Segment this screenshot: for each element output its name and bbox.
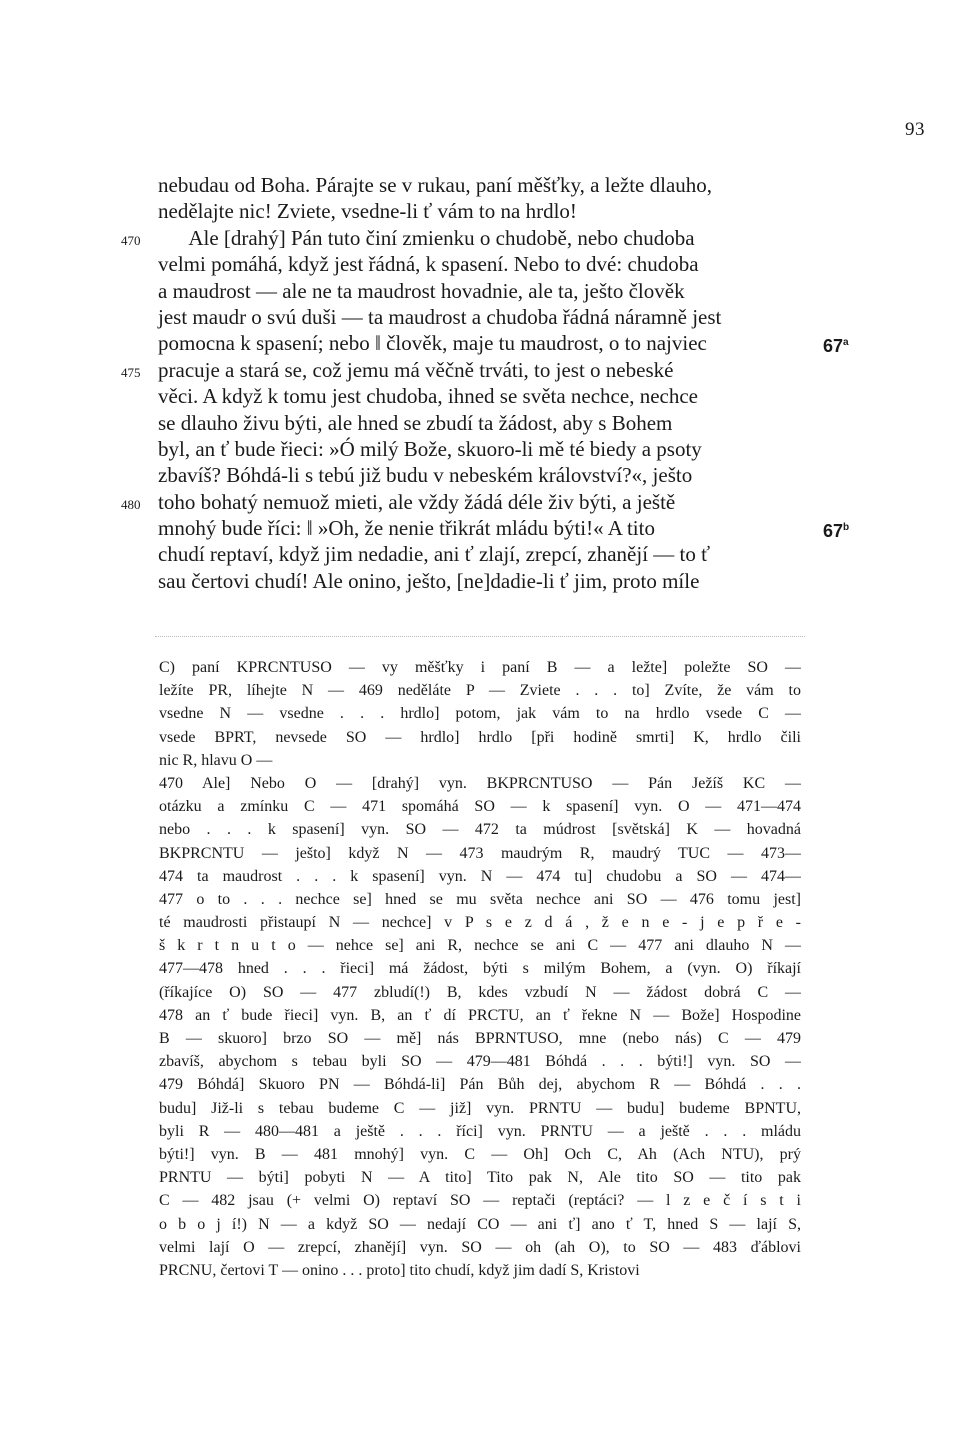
apparatus-line: PRNTU — býti] pobyti N — A tito] Tito pak N, Ale tito SO — tito pak — [159, 1169, 801, 1187]
page-number: 93 — [905, 119, 925, 140]
apparatus-line: 474 ta maudrost . . . k spasení] vyn. N — 474 tu] chudobu a SO — 474— — [159, 867, 801, 885]
line-text: nebudau od Boha. Párajte se v rukau, paní měšťky, a ležte dlauho, — [158, 173, 713, 197]
apparatus-line: š k r t n u t o — nehce se] ani R, nechce se ani C — 477 ani dlauho N — — [159, 937, 801, 955]
apparatus-line: velmi lají O — zrepcí, zhanějí] vyn. SO — oh (ah O), to SO — 483 ďáblovi — [159, 1238, 801, 1256]
folio-mark: 67$^b$ — [823, 521, 850, 542]
line-text: Ale [drahý] Pán tuto činí zmienku o chudobě, nebo chudoba — [158, 225, 695, 250]
apparatus-line: BKPRCNTU — ješto] když N — 473 maudrým R, maudrý TUC — 473— — [159, 844, 801, 862]
line-text: byl, an ť bude řieci: »Ó milý Bože, skuoro-li mě té biedy a psoty — [158, 436, 702, 461]
apparatus-line: zbavíš, abychom s tebau byli SO — 479—481 Bóhdá . . . býti!] vyn. SO — — [159, 1053, 801, 1071]
apparatus-line: vsede BPRT, nevsede SO — hrdlo] hrdlo [při hodině smrti] K, hrdlo čili — [159, 728, 801, 746]
line-number: 480 — [121, 496, 141, 512]
text-line — [121, 357, 808, 383]
apparatus-line: PRCNU, čertovi T — onino . . . proto] tito chudí, když jim dadí S, Kristovi — [159, 1261, 640, 1279]
line-text: sau čertovi chudí! Ale onino, ješto, [ne]dadie-li ť jim, proto míle — [158, 568, 700, 593]
line-text: se dlauho živu býti, ale hned se zbudí ta žádost, aby s Bohem — [158, 410, 673, 435]
folio-mark: 67$^a$ — [823, 336, 849, 357]
line-text: chudí reptaví, když jim nedadie, ani ť zlají, zrepcí, zhanějí — to ť — [158, 542, 711, 567]
apparatus-line: býti!] vyn. B — 481 mnohý] vyn. C — Oh] Och C, Ah (Ach NTU), prý — [159, 1145, 801, 1163]
apparatus-line: budu] Již-li s tebau budeme C — již] vyn. PRNTU — budu] budeme BPNTU, — [159, 1099, 801, 1117]
apparatus-line: 477 o to . . . nechce se] hned se mu světa nechce ani SO — 476 tomu jest] — [159, 890, 801, 908]
line-text: zbavíš? Bóhdá-li s tebú již budu v nebeském království?«, ješto — [158, 463, 693, 488]
apparatus-line: 479 Bóhdá] Skuoro PN — Bóhdá-li] Pán Bůh dej, abychom R — Bóhdá . . . — [159, 1076, 801, 1094]
text-line — [158, 330, 849, 357]
line-number: 475 — [121, 364, 141, 380]
apparatus-line: 478 an ť bude řieci] vyn. B, an ť dí PRCTU, an ť řekne N — Bože] Hospodine — [159, 1006, 801, 1024]
line-text: pracuje a stará se, což jemu má věčně trváti, to jest o nebeské — [158, 357, 674, 382]
text-line — [121, 489, 808, 515]
text-line — [158, 541, 808, 567]
text-line — [158, 410, 808, 436]
line-number: 470 — [121, 232, 141, 248]
text-line — [158, 278, 808, 304]
text-line — [121, 225, 808, 251]
text-line — [158, 251, 808, 277]
apparatus-line: C — 482 jsau (+ velmi O) reptaví SO — reptači (reptáci? — l z e č í s t i — [159, 1192, 801, 1210]
footnote-separator — [155, 636, 805, 637]
line-text: nedělajte nic! Zviete, vsedne-li ť vám to na hrdlo! — [158, 199, 577, 224]
apparatus-line: otázku a zmínku C — 471 spomáhá SO — k spasení] vyn. O — 471—474 — [159, 798, 801, 816]
line-text: toho bohatý nemuož mieti, ale vždy žádá déle živ býti, a ještě — [158, 489, 676, 514]
apparatus-line: o b o j í!) N — a když SO — nedají CO — ani ť] ano ť T, hned S — lají S, — [159, 1215, 801, 1233]
text-line — [158, 462, 808, 488]
apparatus-line: nebo . . . k spasení] vyn. SO — 472 ta múdrost [světská] K — hovadná — [159, 821, 801, 839]
text-line — [158, 172, 808, 198]
apparatus-line: vsedne N — vsedne . . . hrdlo] potom, jak vám to na hrdlo vsede C — — [159, 705, 801, 723]
text-line — [158, 568, 808, 594]
text-line — [158, 515, 850, 542]
line-text: jest maudr o svú duši — ta maudrost a chudoba řádná náramně jest — [158, 304, 722, 329]
line-text: mnohý bude říci: ‖ »Oh, že nenie třikrát mládu býti!« A tito — [158, 516, 655, 541]
text-line — [158, 436, 808, 462]
apparatus-line: (říkajíce O) SO — 477 zbludí(!) B, kdes vzbudí N — žádost dobrá C — — [159, 983, 801, 1001]
apparatus-line: 470 Ale] Nebo O — [drahý] vyn. BKPRCNTUSO — Pán Ježíš KC — — [159, 774, 801, 792]
text-line — [158, 304, 808, 330]
apparatus-line: B — skuoro] brzo SO — mě] nás BPRNTUSO, mne (nebo nás) C — 479 — [159, 1030, 801, 1047]
critical-apparatus — [159, 656, 801, 1282]
text-line — [158, 383, 808, 409]
text-line — [158, 198, 808, 224]
apparatus-line: té maudrosti přistaupí N — nechce] v P s e z d á , ž e n e - j e p ř e - — [159, 914, 801, 932]
apparatus-line: byli R — 480—481 a ještě . . . říci] vyn. PRNTU — a ještě . . . mládu — [159, 1122, 801, 1140]
apparatus-line: ležíte PR, líhejte N — 469 neděláte P — Zviete . . . to] Zvíte, že vám to — [159, 682, 801, 700]
line-text: věci. A když k tomu jest chudoba, ihned se světa nechce, nechce — [158, 384, 698, 409]
line-text: velmi pomáhá, když jest řádná, k spasení. Nebo to dvé: chudoba — [158, 252, 699, 277]
apparatus-line: C) paní KPRCNTUSO — vy měšťky i paní B — a ležte] poležte SO — — [159, 659, 801, 676]
main-text — [121, 172, 850, 594]
line-text: pomocna k spasení; nebo ‖ člověk, maje tu maudrost, o to najviec — [158, 331, 707, 356]
apparatus-line: 477—478 hned . . . řieci] má žádost, býti s milým Bohem, a (vyn. O) říkají — [159, 960, 801, 978]
line-text: a maudrost — ale ne ta maudrost hovadnie, ale ta, ješto člověk — [158, 278, 685, 303]
apparatus-line: nic R, hlavu O — — [159, 751, 273, 769]
